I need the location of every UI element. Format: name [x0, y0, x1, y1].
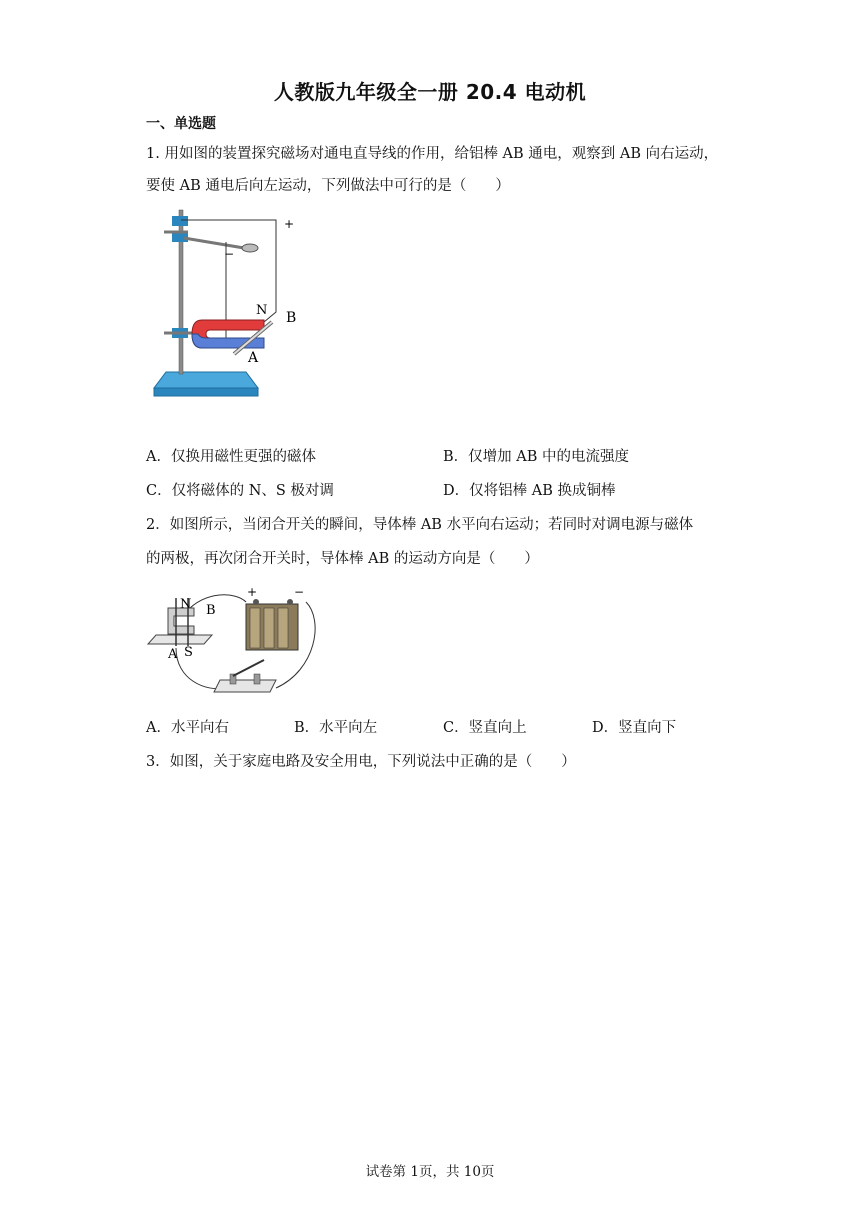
q1-a-label: A [248, 350, 259, 366]
q1-option-d[interactable]: D．仅将铝棒 AB 换成铜棒 [443, 483, 616, 499]
section-heading: 一、单选题 [146, 116, 216, 132]
q1-minus-label: − [224, 247, 235, 261]
q2-text-line1: 2．如图所示，当闭合开关的瞬间，导体棒 AB 水平向右运动；若同时对调电源与磁体 [146, 517, 694, 533]
q2-plus-label: + [247, 585, 258, 599]
q2-n-label: N [180, 597, 192, 612]
q2-option-d[interactable]: D．竖直向下 [592, 720, 677, 736]
q2-option-a[interactable]: A．水平向右 [146, 720, 229, 736]
q2-b-label: B [206, 603, 216, 618]
q2-figure-circuit [146, 580, 326, 705]
page-footer: 试卷第 1页，共 10页 [365, 1164, 495, 1180]
q1-n-label: N [256, 303, 268, 318]
q3-text-line1: 3．如图，关于家庭电路及安全用电，下列说法中正确的是（ ） [146, 754, 576, 770]
q1-option-b[interactable]: B．仅增加 AB 中的电流强度 [443, 449, 629, 465]
q1-figure-magnet-stand [146, 202, 316, 402]
q2-option-b[interactable]: B．水平向左 [294, 720, 378, 736]
q2-s-label: S [184, 645, 193, 660]
q2-text-line2: 的两极，再次闭合开关时，导体棒 AB 的运动方向是（ ） [146, 551, 539, 567]
q2-option-c[interactable]: C．竖直向上 [443, 720, 527, 736]
q2-a-label: A [168, 647, 178, 662]
q1-text-line1: 1. 用如图的装置探究磁场对通电直导线的作用，给铝棒 AB 通电，观察到 AB 向右运动， [146, 146, 719, 162]
q1-option-a[interactable]: A．仅换用磁性更强的磁体 [146, 449, 316, 465]
q1-option-c[interactable]: C．仅将磁体的 N、S 极对调 [146, 483, 334, 499]
q1-text-line2: 要使 AB 通电后向左运动，下列做法中可行的是（ ） [146, 178, 510, 194]
page-title: 人教版九年级全一册 20.4 电动机 [273, 80, 587, 104]
q1-b-label: B [286, 310, 297, 326]
q2-minus-label: − [294, 585, 305, 599]
q1-plus-label: + [284, 217, 295, 231]
